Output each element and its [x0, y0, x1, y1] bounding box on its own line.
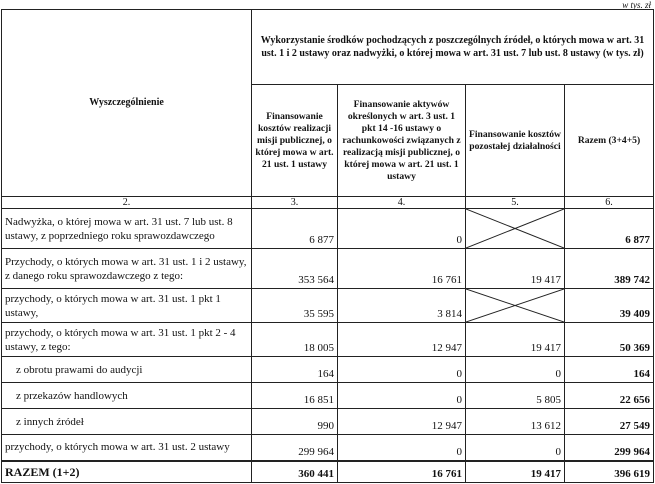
header-col5: Finansowanie kosztów pozostałej działalności [466, 85, 565, 197]
row-label: Nadwyżka, o której mowa w art. 31 ust. 7 lub ust. 8 ustawy, z poprzedniego roku sprawozdawczego [2, 209, 252, 249]
row-label: RAZEM (1+2) [2, 461, 252, 483]
row-label: przychody, o których mowa w art. 31 ust. 1 pkt 1 ustawy, [2, 289, 252, 323]
table-row [2, 383, 654, 409]
table-row [2, 249, 654, 289]
table-row [2, 357, 654, 383]
cell-col6: 396 619 [565, 461, 654, 483]
cell-col4: 3 814 [338, 289, 466, 323]
cell-col5: 0 [466, 435, 565, 461]
cell-col4: 12 947 [338, 409, 466, 435]
header-row-1 [2, 10, 654, 85]
cell-col5: 19 417 [466, 249, 565, 289]
header-col3: Finansowanie kosztów realizacji misji publicznej, o której mowa w art. 21 ust. 1 ustawy [252, 85, 338, 197]
cell-col4: 16 761 [338, 461, 466, 483]
cell-col3: 164 [252, 357, 338, 383]
cell-col3: 299 964 [252, 435, 338, 461]
cell-col3: 360 441 [252, 461, 338, 483]
cell-col4: 16 761 [338, 249, 466, 289]
cell-col3: 990 [252, 409, 338, 435]
cell-col3: 35 595 [252, 289, 338, 323]
table-row [2, 209, 654, 249]
table-row [2, 435, 654, 461]
cross-mark-icon [466, 289, 564, 322]
row-label: przychody, o których mowa w art. 31 ust. 2 ustawy [2, 435, 252, 461]
cell-col6: 39 409 [565, 289, 654, 323]
table-row [2, 323, 654, 357]
row-label: z innych źródeł [2, 409, 252, 435]
colnum-4: 4. [338, 197, 466, 209]
cell-col5: 19 417 [466, 323, 565, 357]
column-number-row [2, 197, 654, 209]
colnum-3: 3. [252, 197, 338, 209]
header-col4: Finansowanie aktywów określonych w art. 3 ust. 1 pkt 14 -16 ustawy o rachunkowości związanych z realizacją misji publicznej, o której mowa w art. 21 ust. 1 ustawy [338, 85, 466, 197]
cell-col4: 12 947 [338, 323, 466, 357]
cell-col3: 16 851 [252, 383, 338, 409]
row-label: z przekazów handlowych [2, 383, 252, 409]
row-label: Przychody, o których mowa w art. 31 ust. 1 i 2 ustawy, z danego roku sprawozdawczego z tego: [2, 249, 252, 289]
cell-col4: 0 [338, 383, 466, 409]
header-col6: Razem (3+4+5) [565, 85, 654, 197]
table-row [2, 289, 654, 323]
cell-col6: 27 549 [565, 409, 654, 435]
funding-table [1, 9, 654, 483]
cell-col4: 0 [338, 357, 466, 383]
cell-col3: 353 564 [252, 249, 338, 289]
header-description: Wyszczególnienie [2, 10, 252, 197]
unit-note: w tys. zł [622, 0, 651, 10]
row-label: z obrotu prawami do audycji [2, 357, 252, 383]
cell-col5: 13 612 [466, 409, 565, 435]
table-row [2, 409, 654, 435]
cell-col5: 0 [466, 357, 565, 383]
cell-col4: 0 [338, 209, 466, 249]
cell-col6: 22 656 [565, 383, 654, 409]
crossed-cell [466, 289, 565, 323]
crossed-cell [466, 209, 565, 249]
total-row [2, 461, 654, 483]
cell-col6: 6 877 [565, 209, 654, 249]
cell-col3: 18 005 [252, 323, 338, 357]
row-label: przychody, o których mowa w art. 31 ust. 1 pkt 2 - 4 ustawy, z tego: [2, 323, 252, 357]
cell-col4: 0 [338, 435, 466, 461]
colnum-5: 5. [466, 197, 565, 209]
header-group: Wykorzystanie środków pochodzących z poszczególnych źródeł, o których mowa w art. 31 ust. 1 i 2 ustawy oraz nadwyżki, o której mowa w art. 31 ust. 7 lub ust. 8 ustawy (w tys. zł) [252, 10, 654, 85]
cell-col6: 164 [565, 357, 654, 383]
cell-col5: 19 417 [466, 461, 565, 483]
cell-col6: 389 742 [565, 249, 654, 289]
cell-col6: 50 369 [565, 323, 654, 357]
cross-mark-icon [466, 209, 564, 248]
cell-col5: 5 805 [466, 383, 565, 409]
colnum-6: 6. [565, 197, 654, 209]
cell-col6: 299 964 [565, 435, 654, 461]
cell-col3: 6 877 [252, 209, 338, 249]
colnum-2: 2. [2, 197, 252, 209]
